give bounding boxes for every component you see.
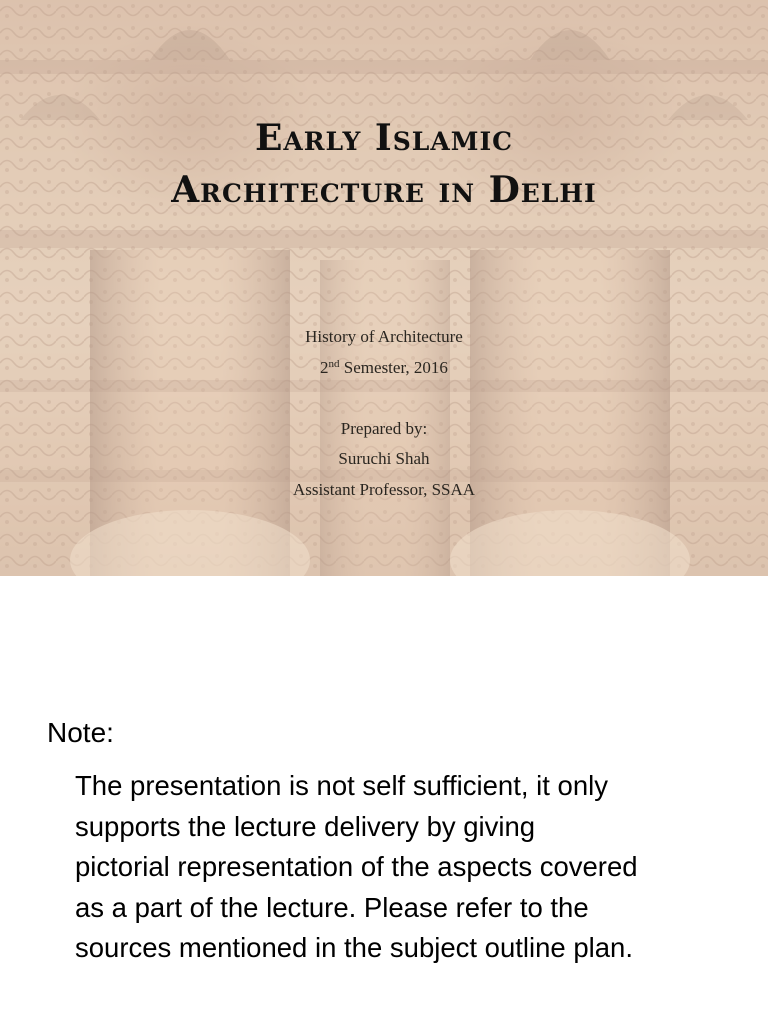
semester-rest: Semester, 2016 (339, 357, 448, 377)
note-heading: Note: (47, 717, 114, 748)
prepared-by-label: Prepared by: (340, 418, 428, 438)
spacer-line (0, 383, 768, 414)
author-name: Suruchi Shah (338, 449, 430, 468)
title-line-2: Architecture in Delhi (171, 169, 597, 211)
note-line: The presentation is not self sufficient, it only (75, 770, 608, 801)
note-line: pictorial representation of the aspects covered (75, 851, 638, 883)
note-line: sources mentioned in the subject outline plan. (75, 932, 633, 964)
slide-title (0, 112, 768, 216)
semester-ordinal: 2 (320, 357, 329, 377)
note-body (75, 766, 745, 969)
semester-line (0, 353, 768, 384)
note-slide (0, 576, 768, 1024)
title-line-1: Early Islamic (254, 117, 514, 159)
slide-subtitle-block (0, 322, 768, 505)
course-name: History of Architecture (305, 327, 463, 346)
semester-ordinal-suffix: nd (328, 357, 340, 370)
note-line: supports the lecture delivery by giving (75, 810, 536, 842)
author-title: Assistant Professor, SSAA (292, 479, 476, 499)
note-line: as a part of the lecture. Please refer to the (75, 891, 589, 923)
